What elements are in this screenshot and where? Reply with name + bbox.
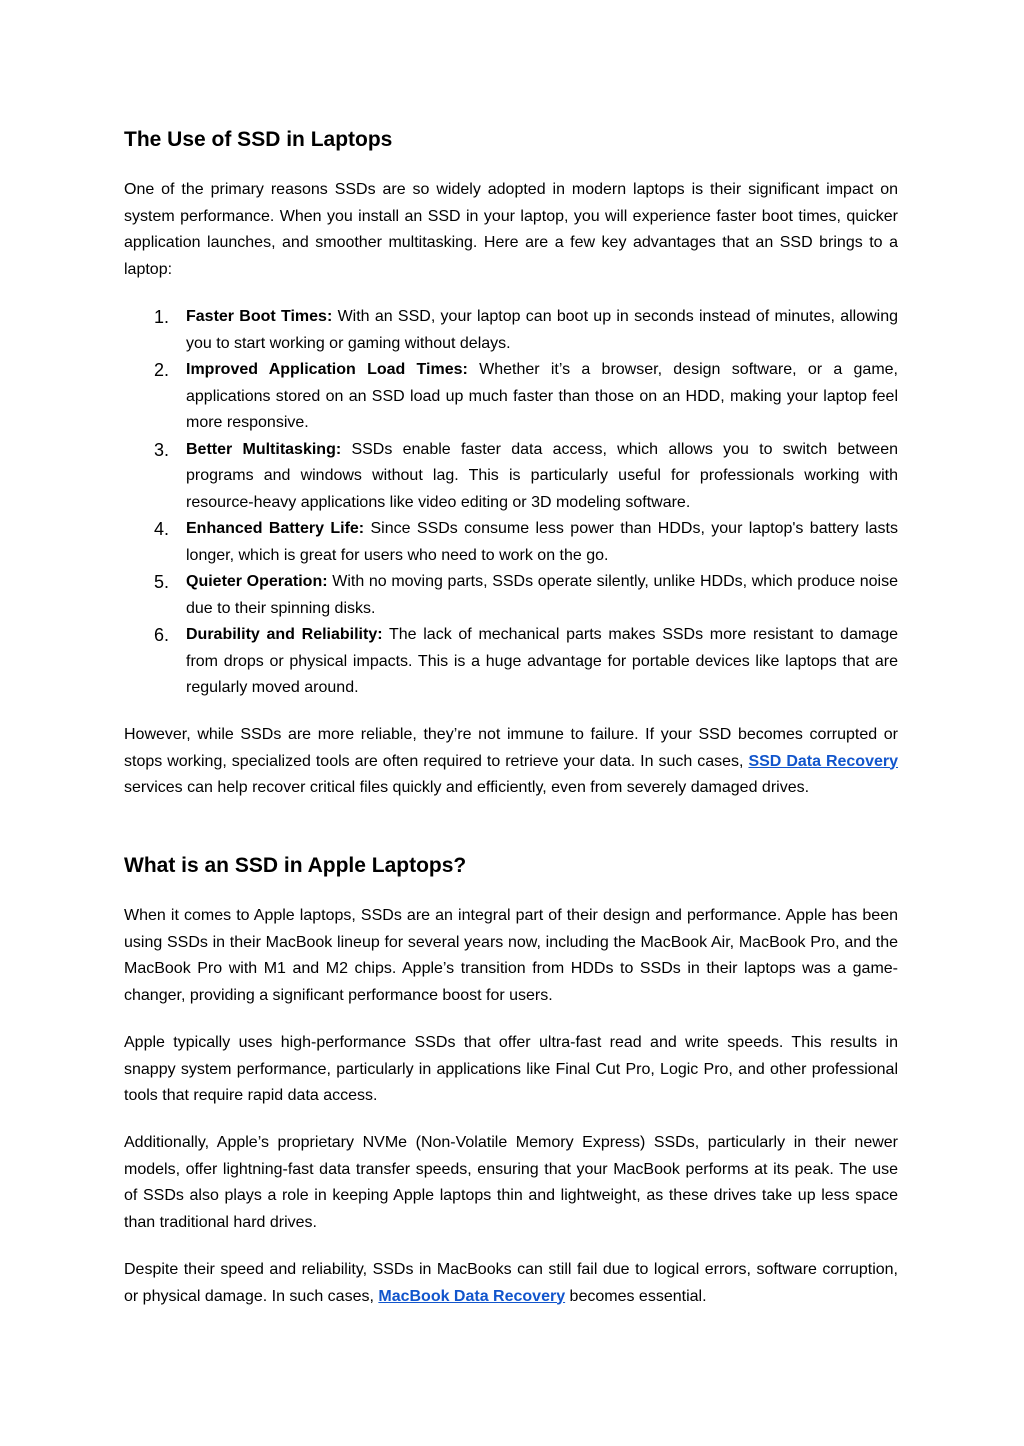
list-item <box>124 437 898 517</box>
failure-paragraph <box>124 722 898 802</box>
list-item <box>124 357 898 437</box>
failure-text-after: services can help recover critical files quickly and efficiently, even from severely damaged drives. <box>124 779 810 796</box>
list-item <box>124 516 898 569</box>
apple-p4-text-after: becomes essential. <box>565 1287 707 1305</box>
intro-paragraph: One of the primary reasons SSDs are so widely adopted in modern laptops is their significant impact on system performance. When you install an SSD in your laptop, you will experience faster boot times, quicker application launches, and smoother multitasking. Here are a few key advantages that an SSD brings to a laptop: <box>124 181 898 278</box>
list-number: 1. <box>154 307 170 327</box>
apple-paragraph-2: Apple typically uses high-performance SSDs that offer ultra-fast read and write speeds. This results in snappy system performance, particularly in applications like Final Cut Pro, Logic Pro, and other professional tools that require rapid data access. <box>124 1034 898 1104</box>
apple-paragraph-3: Additionally, Apple’s proprietary NVMe (Non-Volatile Memory Express) SSDs, particularly in their newer models, offer lightning-fast data transfer speeds, ensuring that your MacBook performs at its peak. The use of SSDs also plays a role in keeping Apple laptops thin and lightweight, as these drives take up less space than traditional hard drives. <box>124 1134 898 1231</box>
list-item-title: Faster Boot Times: <box>186 308 333 325</box>
ssd-data-recovery-link[interactable]: SSD Data Recovery <box>748 752 899 770</box>
list-item <box>124 569 898 622</box>
document-page <box>124 0 898 1446</box>
list-item-title: Durability and Reliability: <box>186 626 383 643</box>
list-item-title: Better Multitasking: <box>186 440 342 458</box>
list-number: 5. <box>154 572 170 592</box>
list-item-title: Enhanced Battery Life: <box>186 520 365 537</box>
list-item-text: With no moving parts, SSDs operate silently, unlike HDDs, which produce noise due to their spinning disks. <box>186 573 898 617</box>
apple-paragraph-4 <box>124 1257 898 1310</box>
list-item <box>124 622 898 702</box>
list-item-title: Quieter Operation: <box>186 573 328 590</box>
apple-paragraph-1: When it comes to Apple laptops, SSDs are an integral part of their design and performance. Apple has been using SSDs in their MacBook lineup for several years now, including the MacBook Air, MacBook Pro, and the MacBook Pro with M1 and M2 chips. Apple’s transition from HDDs to SSDs in their laptops was a game-changer, providing a significant performance boost for users. <box>124 907 898 1004</box>
list-number: 4. <box>154 519 170 539</box>
failure-text-before: However, while SSDs are more reliable, they’re not immune to failure. If your SSD becomes corrupted or stops working, specialized tools are often required to retrieve your data. In such cases, <box>124 726 898 770</box>
section-heading-ssd-in-apple-laptops: What is an SSD in Apple Laptops? <box>124 854 467 877</box>
macbook-data-recovery-link[interactable]: MacBook Data Recovery <box>378 1287 566 1305</box>
list-item-text: Since SSDs consume less power than HDDs, your laptop's battery lasts longer, which is great for users who need to work on the go. <box>186 520 898 564</box>
list-item-text: With an SSD, your laptop can boot up in seconds instead of minutes, allowing you to start working or gaming without delays. <box>186 308 899 352</box>
apple-p4-text-before: Despite their speed and reliability, SSDs in MacBooks can still fail due to logical errors, software corruption, or physical damage. In such cases, <box>124 1261 898 1305</box>
list-number: 6. <box>154 625 170 645</box>
section-heading-ssd-in-laptops: The Use of SSD in Laptops <box>124 128 393 151</box>
list-item <box>124 304 898 357</box>
list-item-text: The lack of mechanical parts makes SSDs more resistant to damage from drops or physical impacts. This is a huge advantage for portable devices like laptops that are regularly moved around. <box>186 626 899 696</box>
list-number: 2. <box>154 360 170 380</box>
list-item-text: SSDs enable faster data access, which allows you to switch between programs and windows without lag. This is particularly useful for professionals working with resource-heavy applications like video editing or 3D modeling software. <box>186 440 899 511</box>
list-number: 3. <box>154 439 170 460</box>
list-item-title: Improved Application Load Times: <box>186 361 468 378</box>
list-item-text: Whether it’s a browser, design software, or a game, applications stored on an SSD load up much faster than those on an HDD, making your laptop feel more responsive. <box>186 361 899 431</box>
advantages-list <box>124 304 898 702</box>
